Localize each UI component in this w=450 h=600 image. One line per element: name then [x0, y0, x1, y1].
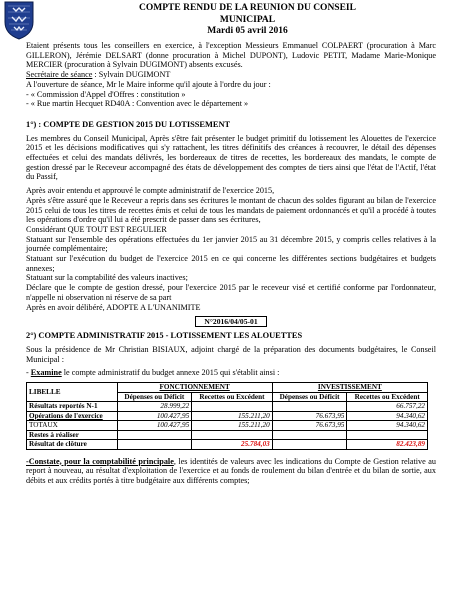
cell-value: 76.673,95: [272, 421, 347, 431]
attendance-text: Etaient présents tous les conseillers en exercice, à l'exception Messieurs Emmanuel COLPAERT (procuration à Marc GILLERON), Jérémie DELSART (donne procuration à Michel DUPONT), Ludovic PETIT, Madame Marie-Monique MERCIER (procuration à Sylvain DUGIMONT) absents excusés.: [26, 41, 436, 70]
cell-value: 100.427,95: [117, 411, 192, 421]
s1-paragraph-4: Considérant QUE TOUT EST REGULIER: [26, 224, 167, 234]
cell-value: [192, 402, 273, 412]
s2-paragraph-1: Sous la présidence de Mr Christian BISIAUX, adjoint chargé de la préparation des documents budgétaires, le Conseil Municipal :: [26, 344, 436, 364]
cell-value: 76.673,95: [272, 411, 347, 421]
budget-table: [26, 382, 428, 450]
cell-value: [117, 430, 192, 440]
examine-line: - Examine le compte administratif du budget annexe 2015 qui s'établit ainsi :: [26, 368, 280, 378]
deliberation-reference: N°2016/04/05-01: [195, 316, 267, 327]
row-label: Résultat de clôture: [27, 440, 118, 450]
row-label: Résultats reportés N-1: [27, 402, 118, 412]
constate-label: -Constate, pour la comptabilité principale: [26, 456, 174, 466]
s1-paragraph-3: Après s'être assuré que le Receveur a repris dans ses écritures le montant de chacun des soldes figurant au bilan de l'exercice 2015 celui de tous les titres de recettes émis et celui de tous les mandats de paiement ordonnancés et qu'il a procédé à toutes les opérations d'ordre qu'il lui a été prescrit de passer dans ses écritures,: [26, 195, 436, 225]
table-row: [27, 402, 428, 412]
row-label: TOTAUX: [27, 421, 118, 431]
agenda-item-1: - « Commission d'Appel d'Offres : constitution »: [26, 89, 186, 99]
cell-value: 66.757,22: [347, 402, 428, 412]
row-label: Restes à réaliser: [27, 430, 118, 440]
s1-paragraph-5: Statuant sur l'ensemble des opérations effectuées du 1er janvier 2015 au 31 décembre 2015, y compris celles relatives à la journée complémentaire;: [26, 234, 436, 254]
meeting-date: Mardi 05 avril 2016: [207, 26, 288, 36]
agenda-item-2: - « Rue martin Hecquet RD40A : Convention avec le département »: [26, 99, 249, 109]
table-row: [27, 421, 428, 431]
attendance-paragraph: [26, 41, 436, 70]
col-investissement: INVESTISSEMENT: [272, 383, 427, 393]
cell-value: 82.423,89: [347, 440, 428, 450]
s1-paragraph-9: Après en avoir délibéré, ADOPTE A L'UNANIMITE: [26, 302, 201, 312]
cell-value: [347, 430, 428, 440]
s1-paragraph-2: Après avoir entendu et approuvé le compte administratif de l'exercice 2015,: [26, 186, 275, 196]
secretary-line: [26, 70, 436, 80]
col-libelle: LIBELLE: [27, 383, 118, 402]
secretary-value: : Sylvain DUGIMONT: [92, 70, 171, 80]
table-header-row: [27, 383, 428, 393]
town-crest-logo: [3, 0, 35, 40]
table-row: [27, 430, 428, 440]
s1-paragraph-1: Les membres du Conseil Municipal, Après s'être fait présenter le budget primitif du lotissement les Alouettes de l'exercice 2015 et les décisions modificatives qui s'y rattachent, les titres définitifs des créances à recouvrer, le détail des dépenses effectuées et celui des mandats délivrés, les bordereaux de titres de recettes, les bordereaux des mandats, le compte de gestion dressé par le Receveur accompagné des états de développement des comptes de tiers ainsi que l'état de l'Actif, l'état du Passif,: [26, 133, 436, 182]
secretary-label: Secrétaire de séance: [26, 70, 93, 80]
table-row: [27, 411, 428, 421]
cell-value: [272, 402, 347, 412]
s1-paragraph-8: Déclare que le compte de gestion dressé, pour l'exercice 2015 par le receveur visé et certifié conforme par l'ordonnateur, n'appelle ni observation ni réserve de sa part: [26, 283, 436, 302]
cell-value: 155.211,20: [192, 411, 273, 421]
table-row: [27, 440, 428, 450]
section-1-heading: 1°) : COMPTE DE GESTION 2015 DU LOTISSEMENT: [26, 119, 231, 129]
section-2-heading: 2°) COMPTE ADMINISTRATIF 2015 - LOTISSEMENT LES ALOUETTES: [26, 331, 303, 341]
cell-value: 94.340,62: [347, 411, 428, 421]
document-body: [26, 41, 436, 486]
sub-recettes: Recettes ou Excédent: [192, 392, 273, 402]
cell-value: 155.211,20: [192, 421, 273, 431]
col-fonctionnement: FONCTIONNEMENT: [117, 383, 272, 393]
s1-paragraph-6: Statuant sur l'exécution du budget de l'exercice 2015 en ce qui concerne les différentes sections budgétaires et budgets annexes;: [26, 254, 436, 273]
sub-depenses: Dépenses ou Déficit: [272, 392, 347, 402]
sub-depenses: Dépenses ou Déficit: [117, 392, 192, 402]
cell-value: 94.340,62: [347, 421, 428, 431]
examine-text: le compte administratif du budget annexe 2015 qui s'établit ainsi :: [61, 368, 280, 378]
document-title: COMPTE RENDU DE LA REUNION DU CONSEIL MUNICIPAL: [139, 3, 356, 25]
opening-line: A l'ouverture de séance, Mr le Maire informe qu'il ajoute à l'ordre du jour :: [26, 79, 271, 89]
sub-recettes: Recettes ou Excédent: [347, 392, 428, 402]
s1-paragraph-7: Statuant sur la comptabilité des valeurs inactives;: [26, 273, 188, 283]
document-header: [125, 3, 370, 38]
cell-value: [272, 430, 347, 440]
cell-value: [192, 430, 273, 440]
cell-value: 25.784,03: [192, 440, 273, 450]
examine-label: Examine: [30, 368, 62, 378]
cell-value: [117, 440, 192, 450]
constate-paragraph: [26, 457, 436, 486]
cell-value: 100.427,95: [117, 421, 192, 431]
cell-value: 28.999,22: [117, 402, 192, 412]
row-label: Opérations de l'exercice: [27, 411, 118, 421]
cell-value: [272, 440, 347, 450]
constate-text: , les identités de valeurs avec les indications du Compte de Gestion relative au report à nouveau, au résultat d'exploitation de l'exercice et au fonds de roulement du bilan d'entrée et du bilan de sortie, aux débits et aux crédits portés à titre budgétaire aux différents comptes;: [26, 456, 436, 485]
